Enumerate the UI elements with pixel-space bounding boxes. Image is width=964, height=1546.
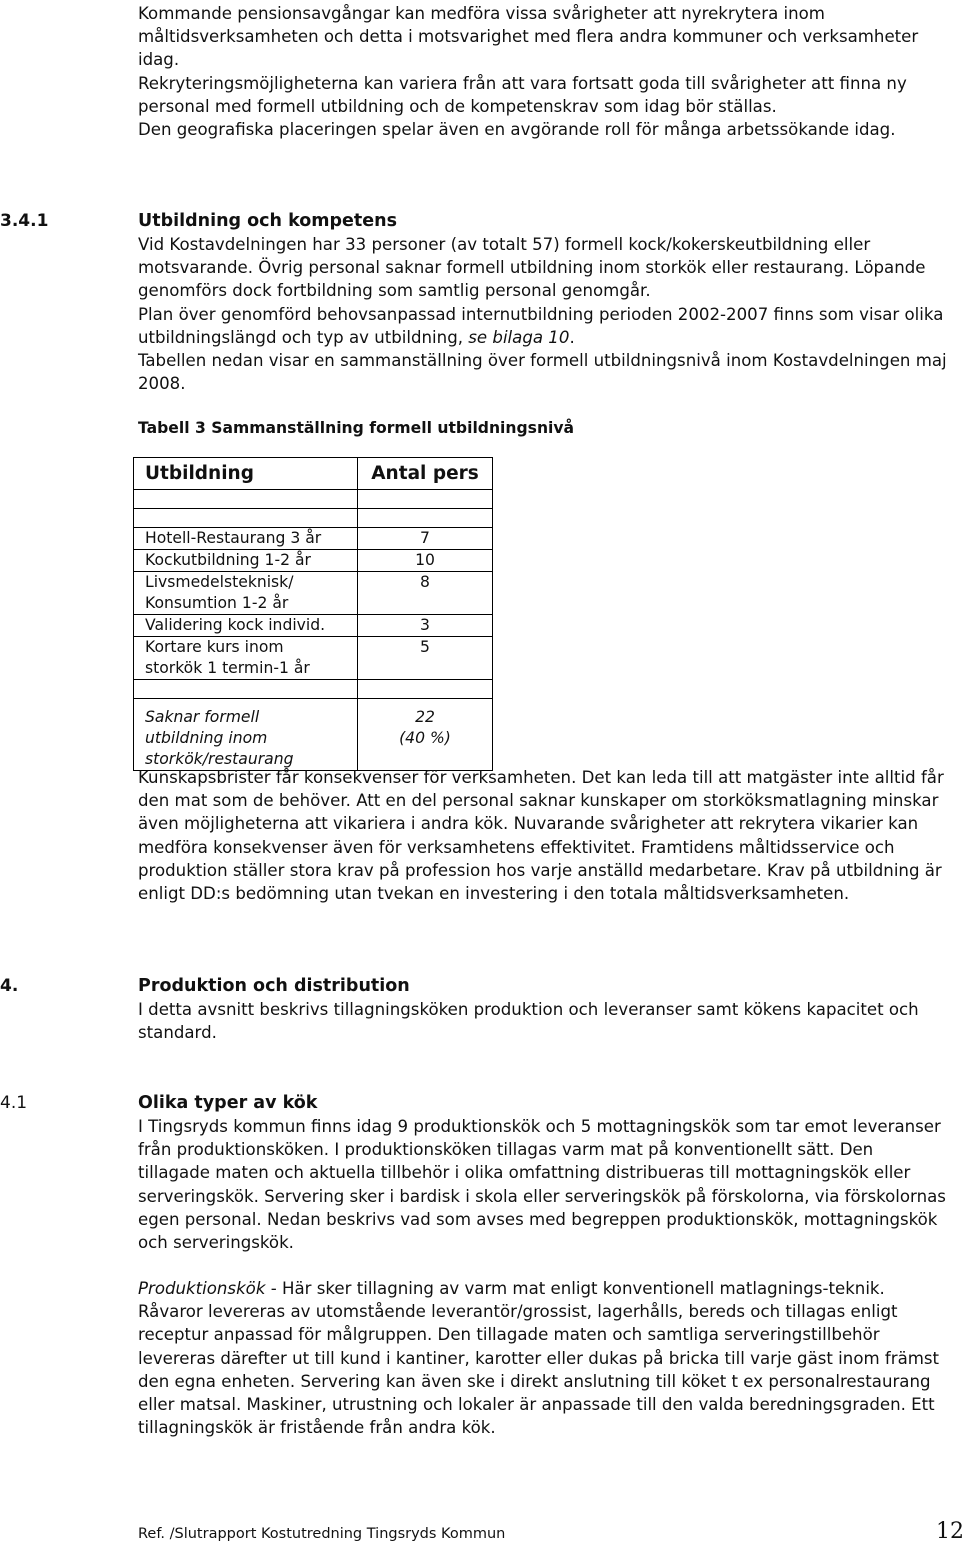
intro-paragraph-2: Rekryteringsmöjligheterna kan variera från att vara fortsatt goda till svårigheter att finna ny personal med formell utbildning och de kompetenskrav som idag bör ställas. — [138, 73, 907, 116]
intro-paragraph-1: Kommande pensionsavgångar kan medföra vissa svårigheter att nyrekrytera inom måltidsverksamheten och detta i motsvarighet med flera andra kommuner och verksamheter idag. — [138, 4, 919, 70]
section-3-4-1-body — [138, 233, 950, 395]
section-4-1-paragraph: I Tingsryds kommun finns idag 9 produktionskök och 5 mottagningskök som tar emot leveranser från produktionsköken. I produktionsköken tillagas varm mat på konventionellt sätt. Den tillagade maten och aktuella tillbehör i olika omfattning distribueras till mottagningskök eller serveringskök. Servering sker i bardisk i skola eller serveringskök på förskolorna, via förskolornas egen personal. Nedan beskrivs vad som avses med begreppen produktionskök, mottagningskök och serveringskök. — [138, 1117, 946, 1253]
table-row — [134, 615, 493, 637]
table-header-row — [134, 458, 493, 490]
after-table-paragraph: Kunskapsbrister får konsekvenser för verksamheten. Det kan leda till att matgäster inte alltid får den mat som de behöver. Att en del personal saknar kunskaper om storköksmatlagning minskar även möjligheterna att vikariera i andra kök. Nuvarande svårigheter att rekrytera vikarier kan medföra konsekvenser även för verksamhetens effektivitet. Framtidens måltidsservice och produktion ställer stora krav på profession hos varje anställd medarbetare. Krav på utbildning är enligt DD:s bedömning utan tvekan en investering i den totala måltidsverksamheten. — [138, 768, 944, 904]
summary-label: Saknar formell utbildning inom storkök/restaurang — [134, 699, 358, 771]
row-label: Kockutbildning 1-2 år — [134, 550, 358, 572]
page-number: 12 — [936, 1519, 964, 1544]
summary-value — [358, 699, 493, 771]
table-row — [134, 528, 493, 550]
table-row — [134, 550, 493, 572]
table-spacer-row — [134, 680, 493, 699]
footer-reference: Ref. /Slutrapport Kostutredning Tingsryds Kommun — [138, 1526, 506, 1542]
section-4-paragraph: I detta avsnitt beskrivs tillagningsköken produktion och leveranser samt kökens kapacitet och standard. — [138, 1000, 919, 1043]
summary-percent: (40 %) — [399, 729, 451, 747]
row-value: 7 — [358, 528, 493, 550]
section-3-4-1-paragraph-3: Tabellen nedan visar en sammanställning över formell utbildningsnivå inom Kostavdelningen maj 2008. — [138, 351, 947, 394]
row-value: 8 — [358, 572, 493, 615]
education-table — [133, 457, 493, 771]
section-title-produktion: Produktion och distribution — [138, 976, 410, 996]
table-spacer-row — [134, 490, 493, 509]
row-label: Hotell-Restaurang 3 år — [134, 528, 358, 550]
row-value: 10 — [358, 550, 493, 572]
row-value: 5 — [358, 637, 493, 680]
header-utbildning: Utbildning — [134, 458, 358, 490]
bilaga-reference: se bilaga 10 — [468, 327, 570, 347]
table-spacer-row — [134, 509, 493, 528]
intro-paragraph-3: Den geografiska placeringen spelar även en avgörande roll för många arbetssökande idag. — [138, 120, 896, 140]
table-caption: Tabell 3 Sammanställning formell utbildningsnivå — [138, 419, 575, 437]
plan-text: Plan över genomförd behovsanpassad internutbildning perioden 2002-2007 finns som visar olika utbildningslängd och typ av utbildning, — [138, 304, 944, 347]
row-value: 3 — [358, 615, 493, 637]
table-row — [134, 637, 493, 680]
section-3-4-1-paragraph-2 — [138, 303, 950, 349]
term-description: - Här sker tillagning av varm mat enligt konventionell matlagnings-teknik. Råvaror levereras av utomstående leverantör/grossist, lagerhålls, bereds och tillagas enligt receptur anpassad för målgruppen. Den tillagade maten och samtliga serveringstillbehör levereras därefter ut till kund i kantiner, karotter eller dukas på bricka till varje gäst inom främst den egna enheten. Servering kan även ske i direkt anslutning till köket t ex personalrestaurang eller matsal. Maskiner, utrustning och lokaler är anpassade till den valda beredningsgraden. Ett tillagningskök är fristående från andra kök. — [138, 1279, 940, 1438]
row-label: Livsmedelsteknisk/ Konsumtion 1-2 år — [134, 572, 358, 615]
section-number-4: 4. — [0, 976, 19, 996]
plan-text-end: . — [569, 327, 575, 347]
produktionskok-paragraph — [138, 1277, 950, 1439]
section-3-4-1-paragraph-1: Vid Kostavdelningen har 33 personer (av totalt 57) formell kock/kokerskeutbildning eller motsvarande. Övrig personal saknar formell utbildning inom storkök eller restaurang. Löpande genomförs dock fortbildning som samtlig personal genomgår. — [138, 235, 926, 301]
section-number-3-4-1: 3.4.1 — [0, 211, 49, 231]
section-number-4-1: 4.1 — [0, 1093, 28, 1113]
summary-count: 22 — [415, 708, 435, 726]
intro-section — [138, 2, 950, 141]
header-antal-pers: Antal pers — [358, 458, 493, 490]
table-summary-row — [134, 699, 493, 771]
section-title-utbildning: Utbildning och kompetens — [138, 211, 398, 231]
term-produktionskok: Produktionskök — [138, 1279, 266, 1298]
table-row — [134, 572, 493, 615]
row-label: Validering kock individ. — [134, 615, 358, 637]
row-label: Kortare kurs inom storkök 1 termin-1 år — [134, 637, 358, 680]
section-title-olika-typer: Olika typer av kök — [138, 1093, 318, 1113]
